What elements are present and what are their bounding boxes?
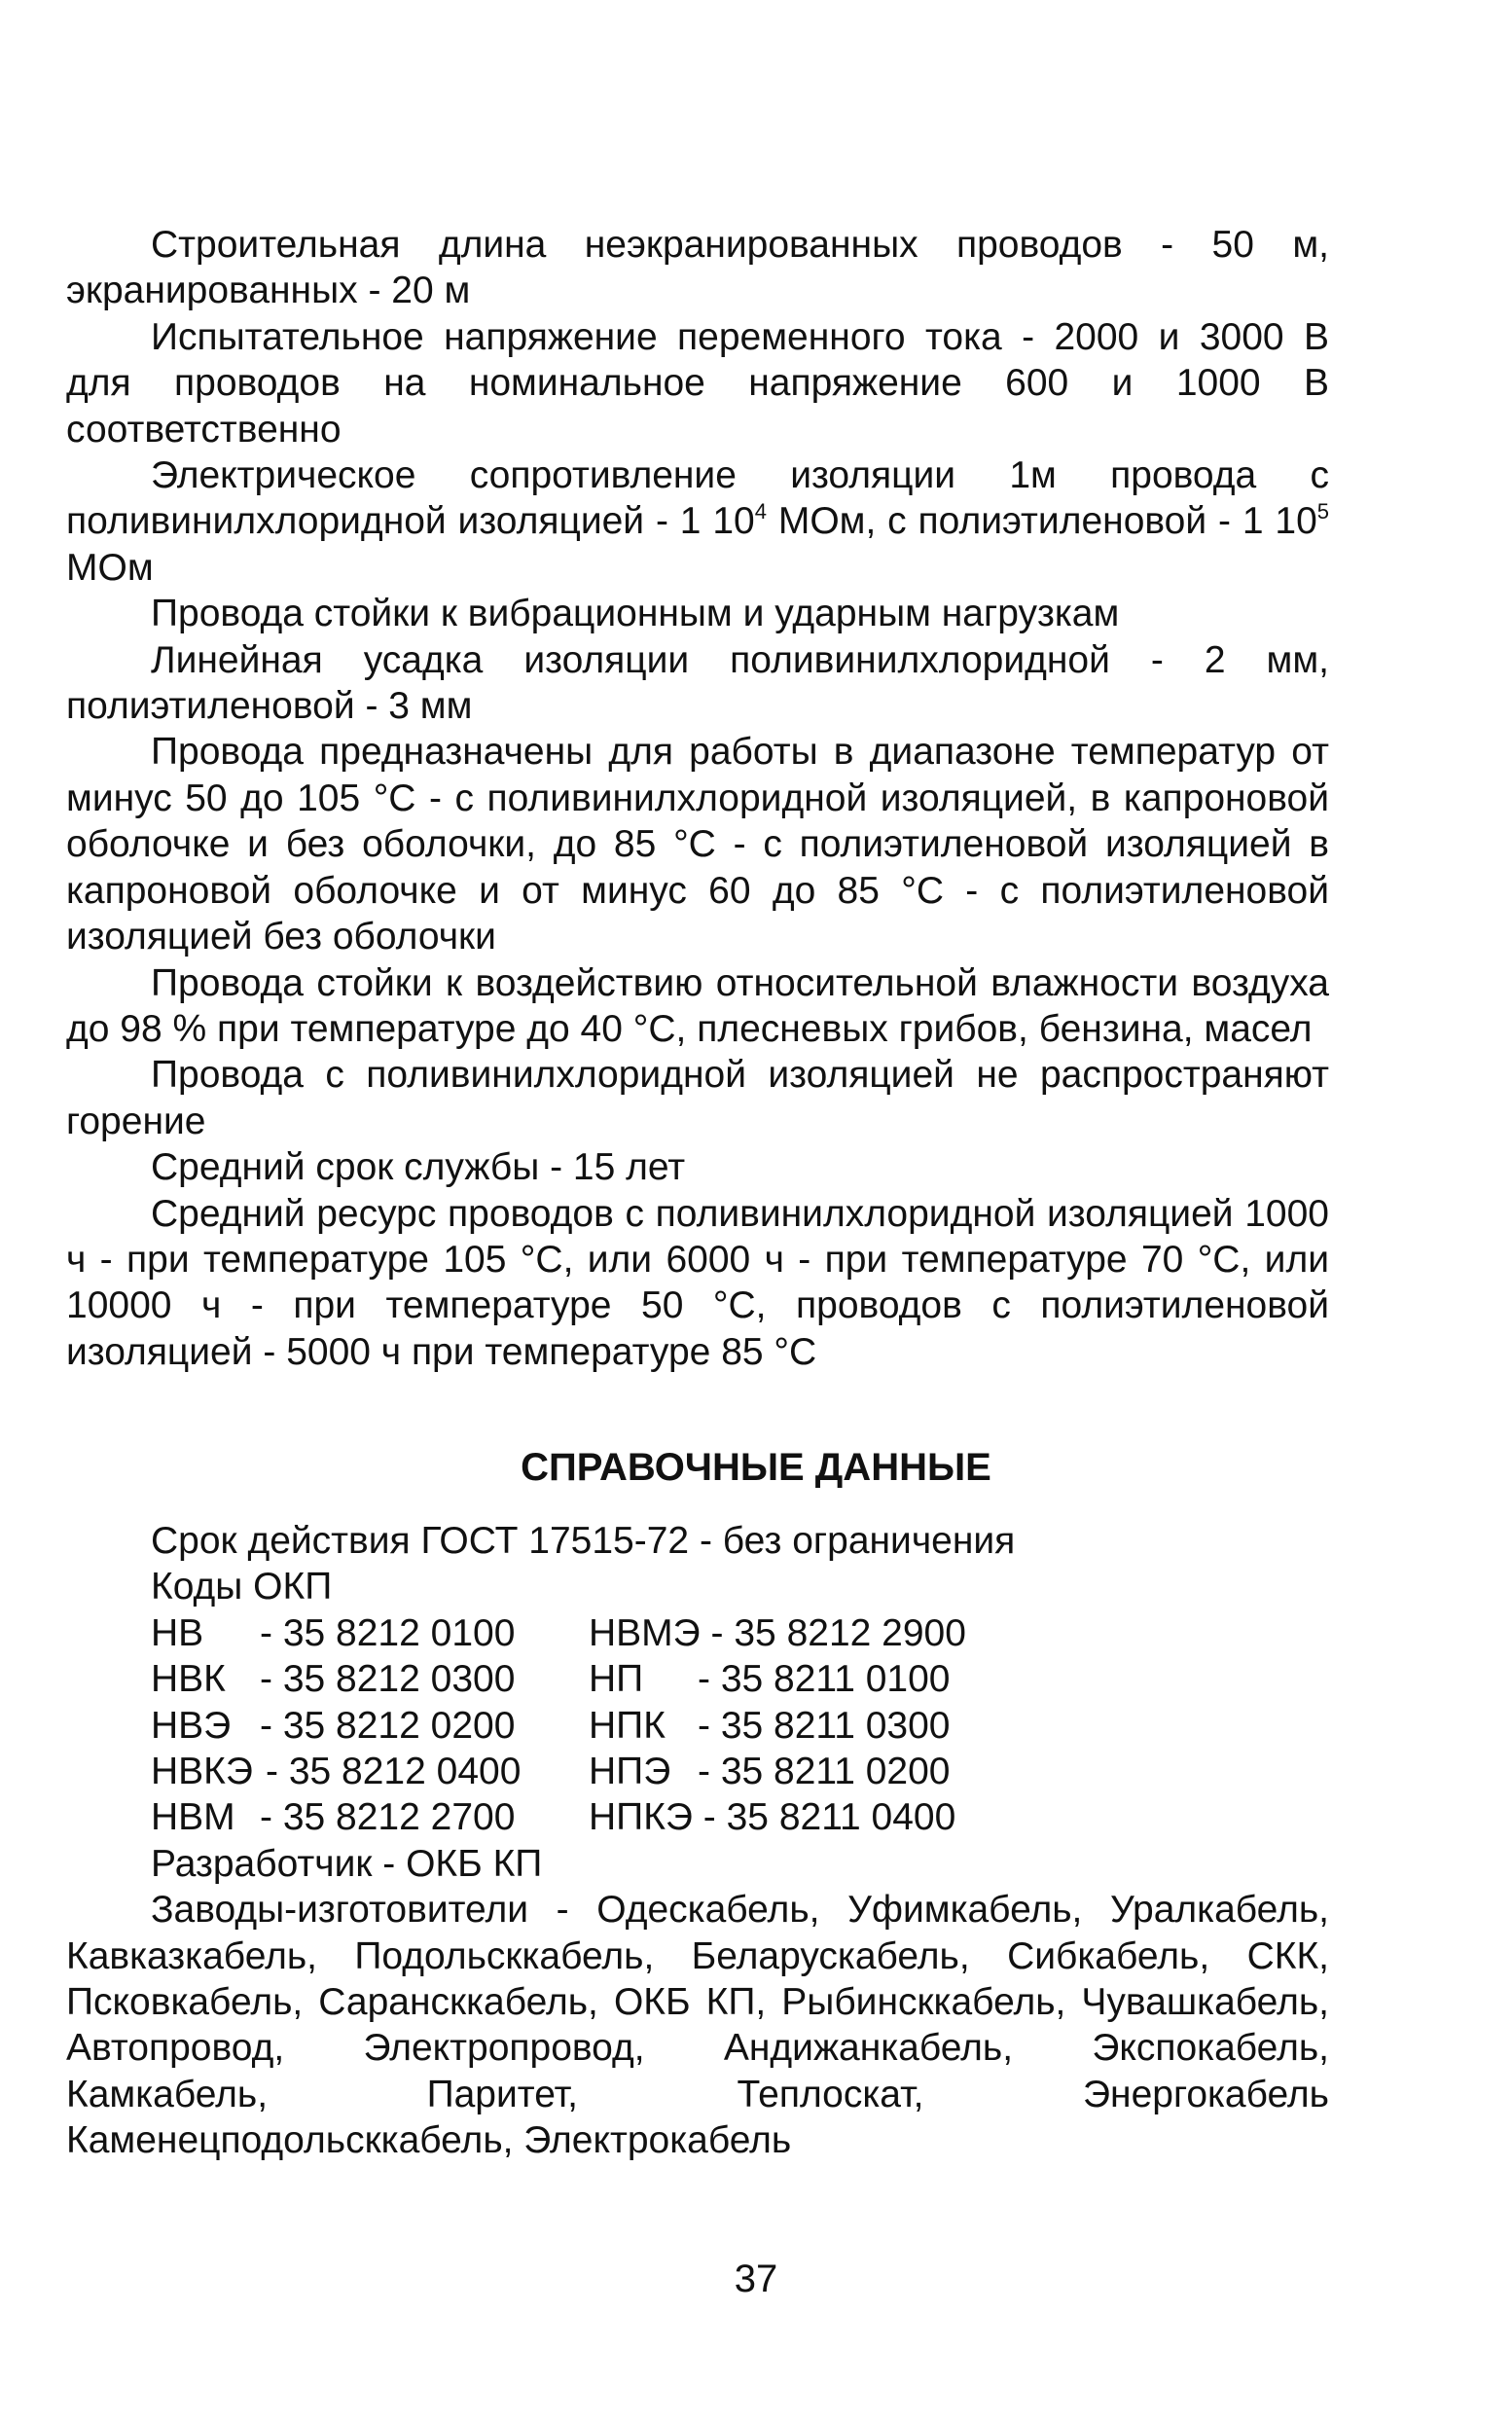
code-name: НВМ: [151, 1796, 235, 1839]
code-value: - 35 8211 0300: [698, 1704, 951, 1747]
code-name: НПКЭ: [589, 1796, 693, 1839]
body-text: [66, 222, 1329, 1375]
page-number: 37: [734, 2258, 778, 2300]
code-name: НП: [589, 1658, 644, 1701]
code-name: НПЭ: [589, 1750, 671, 1792]
paragraph-temperature-range: Провода предназначены для работы в диапазоне температур от минус 50 до 105 °С - с поливинилхлоридной изоляцией, в капроновой оболочке и без оболочки, до 85 °С - с полиэтиленовой изоляцией в капроновой оболочке и от минус 60 до 85 °С - с полиэтиленовой изоляцией без оболочки: [66, 731, 1329, 958]
paragraph-flame: Провода с поливинилхлоридной изоляцией не распространяют горение: [66, 1054, 1329, 1142]
code-name: НВК: [151, 1658, 226, 1701]
resistance-text-c: МОм: [66, 546, 154, 589]
code-value: - 35 8211 0400: [702, 1796, 956, 1839]
code-value: - 35 8211 0200: [698, 1750, 951, 1792]
code-name: НВЭ: [151, 1704, 232, 1747]
paragraph-resource: Средний ресурс проводов с поливинилхлоридной изоляцией 1000 ч - при температуре 105 °С, или 6000 ч - при температуре 70 °С, или 10000 ч - при температуре 50 °С, проводов с полиэтиленовой изоляцией - 5000 ч при температуре 85 °С: [66, 1192, 1329, 1373]
paragraph-insulation-resistance: [66, 452, 1329, 591]
code-name: НВМЭ: [589, 1611, 701, 1654]
paragraph-shrinkage: Линейная усадка изоляции поливинилхлоридной - 2 мм, полиэтиленовой - 3 мм: [66, 638, 1329, 728]
code-name: НВКЭ: [151, 1750, 253, 1792]
paragraph-service-life: Средний срок службы - 15 лет: [151, 1146, 686, 1189]
code-name: НПК: [589, 1704, 666, 1747]
paragraph-test-voltage: Испытательное напряжение переменного тока - 2000 и 3000 В для проводов на номинальное напряжение 600 и 1000 В соответственно: [66, 315, 1329, 451]
code-row: [151, 1656, 1329, 1702]
code-row: [151, 1794, 1329, 1840]
developer: Разработчик - ОКБ КП: [151, 1842, 543, 1885]
code-value: - 35 8212 0400: [266, 1750, 522, 1792]
manufacturers: Заводы-изготовители - Одескабель, Уфимкабель, Уралкабель, Кавказкабель, Подольсккабель, Беларускабель, Сибкабель, СКК, Псковкабель, Сарансккабель, ОКБ КП, Рыбинсккабель, Чувашкабель, Автопровод, Электропровод, Андижанкабель, Экспокабель, Камкабель, Паритет, Теплоскат, Энергокабель Каменецподольсккабель, Электрокабель: [66, 1889, 1329, 2162]
okp-codes-heading: Коды ОКП: [151, 1566, 333, 1608]
code-name: НВ: [151, 1611, 204, 1654]
okp-codes-table: [66, 1610, 1329, 1841]
gost-validity: Срок действия ГОСТ 17515-72 - без ограничения: [151, 1520, 1016, 1562]
code-value: - 35 8212 2900: [710, 1611, 966, 1654]
resistance-text-a: Электрическое сопротивление изоляции 1м провода с поливинилхлоридной изоляцией - 1 10: [66, 454, 1329, 543]
paragraph-humidity: Провода стойки к воздействию относительной влажности воздуха до 98 % при температуре до 40 °С, плесневых грибов, бензина, масел: [66, 961, 1329, 1050]
section-title: СПРАВОЧНЫЕ ДАННЫЕ: [521, 1446, 991, 1489]
code-value: - 35 8212 2700: [260, 1796, 516, 1839]
resistance-text-b: МОм, с полиэтиленовой - 1 10: [766, 500, 1317, 543]
paragraph-construction-length: Строительная длина неэкранированных проводов - 50 м, экранированных - 20 м: [66, 224, 1329, 312]
code-value: - 35 8212 0300: [260, 1658, 516, 1701]
code-value: - 35 8212 0100: [260, 1611, 516, 1654]
code-value: - 35 8211 0100: [698, 1658, 951, 1701]
code-row: [151, 1610, 1329, 1656]
resistance-exponent-1: 4: [754, 499, 767, 524]
code-value: - 35 8212 0200: [260, 1704, 516, 1747]
resistance-exponent-2: 5: [1316, 499, 1330, 524]
code-row: [151, 1749, 1329, 1794]
reference-data: [66, 1518, 1329, 2164]
paragraph-vibration: Провода стойки к вибрационным и ударным нагрузкам: [151, 593, 1120, 635]
code-row: [151, 1703, 1329, 1749]
